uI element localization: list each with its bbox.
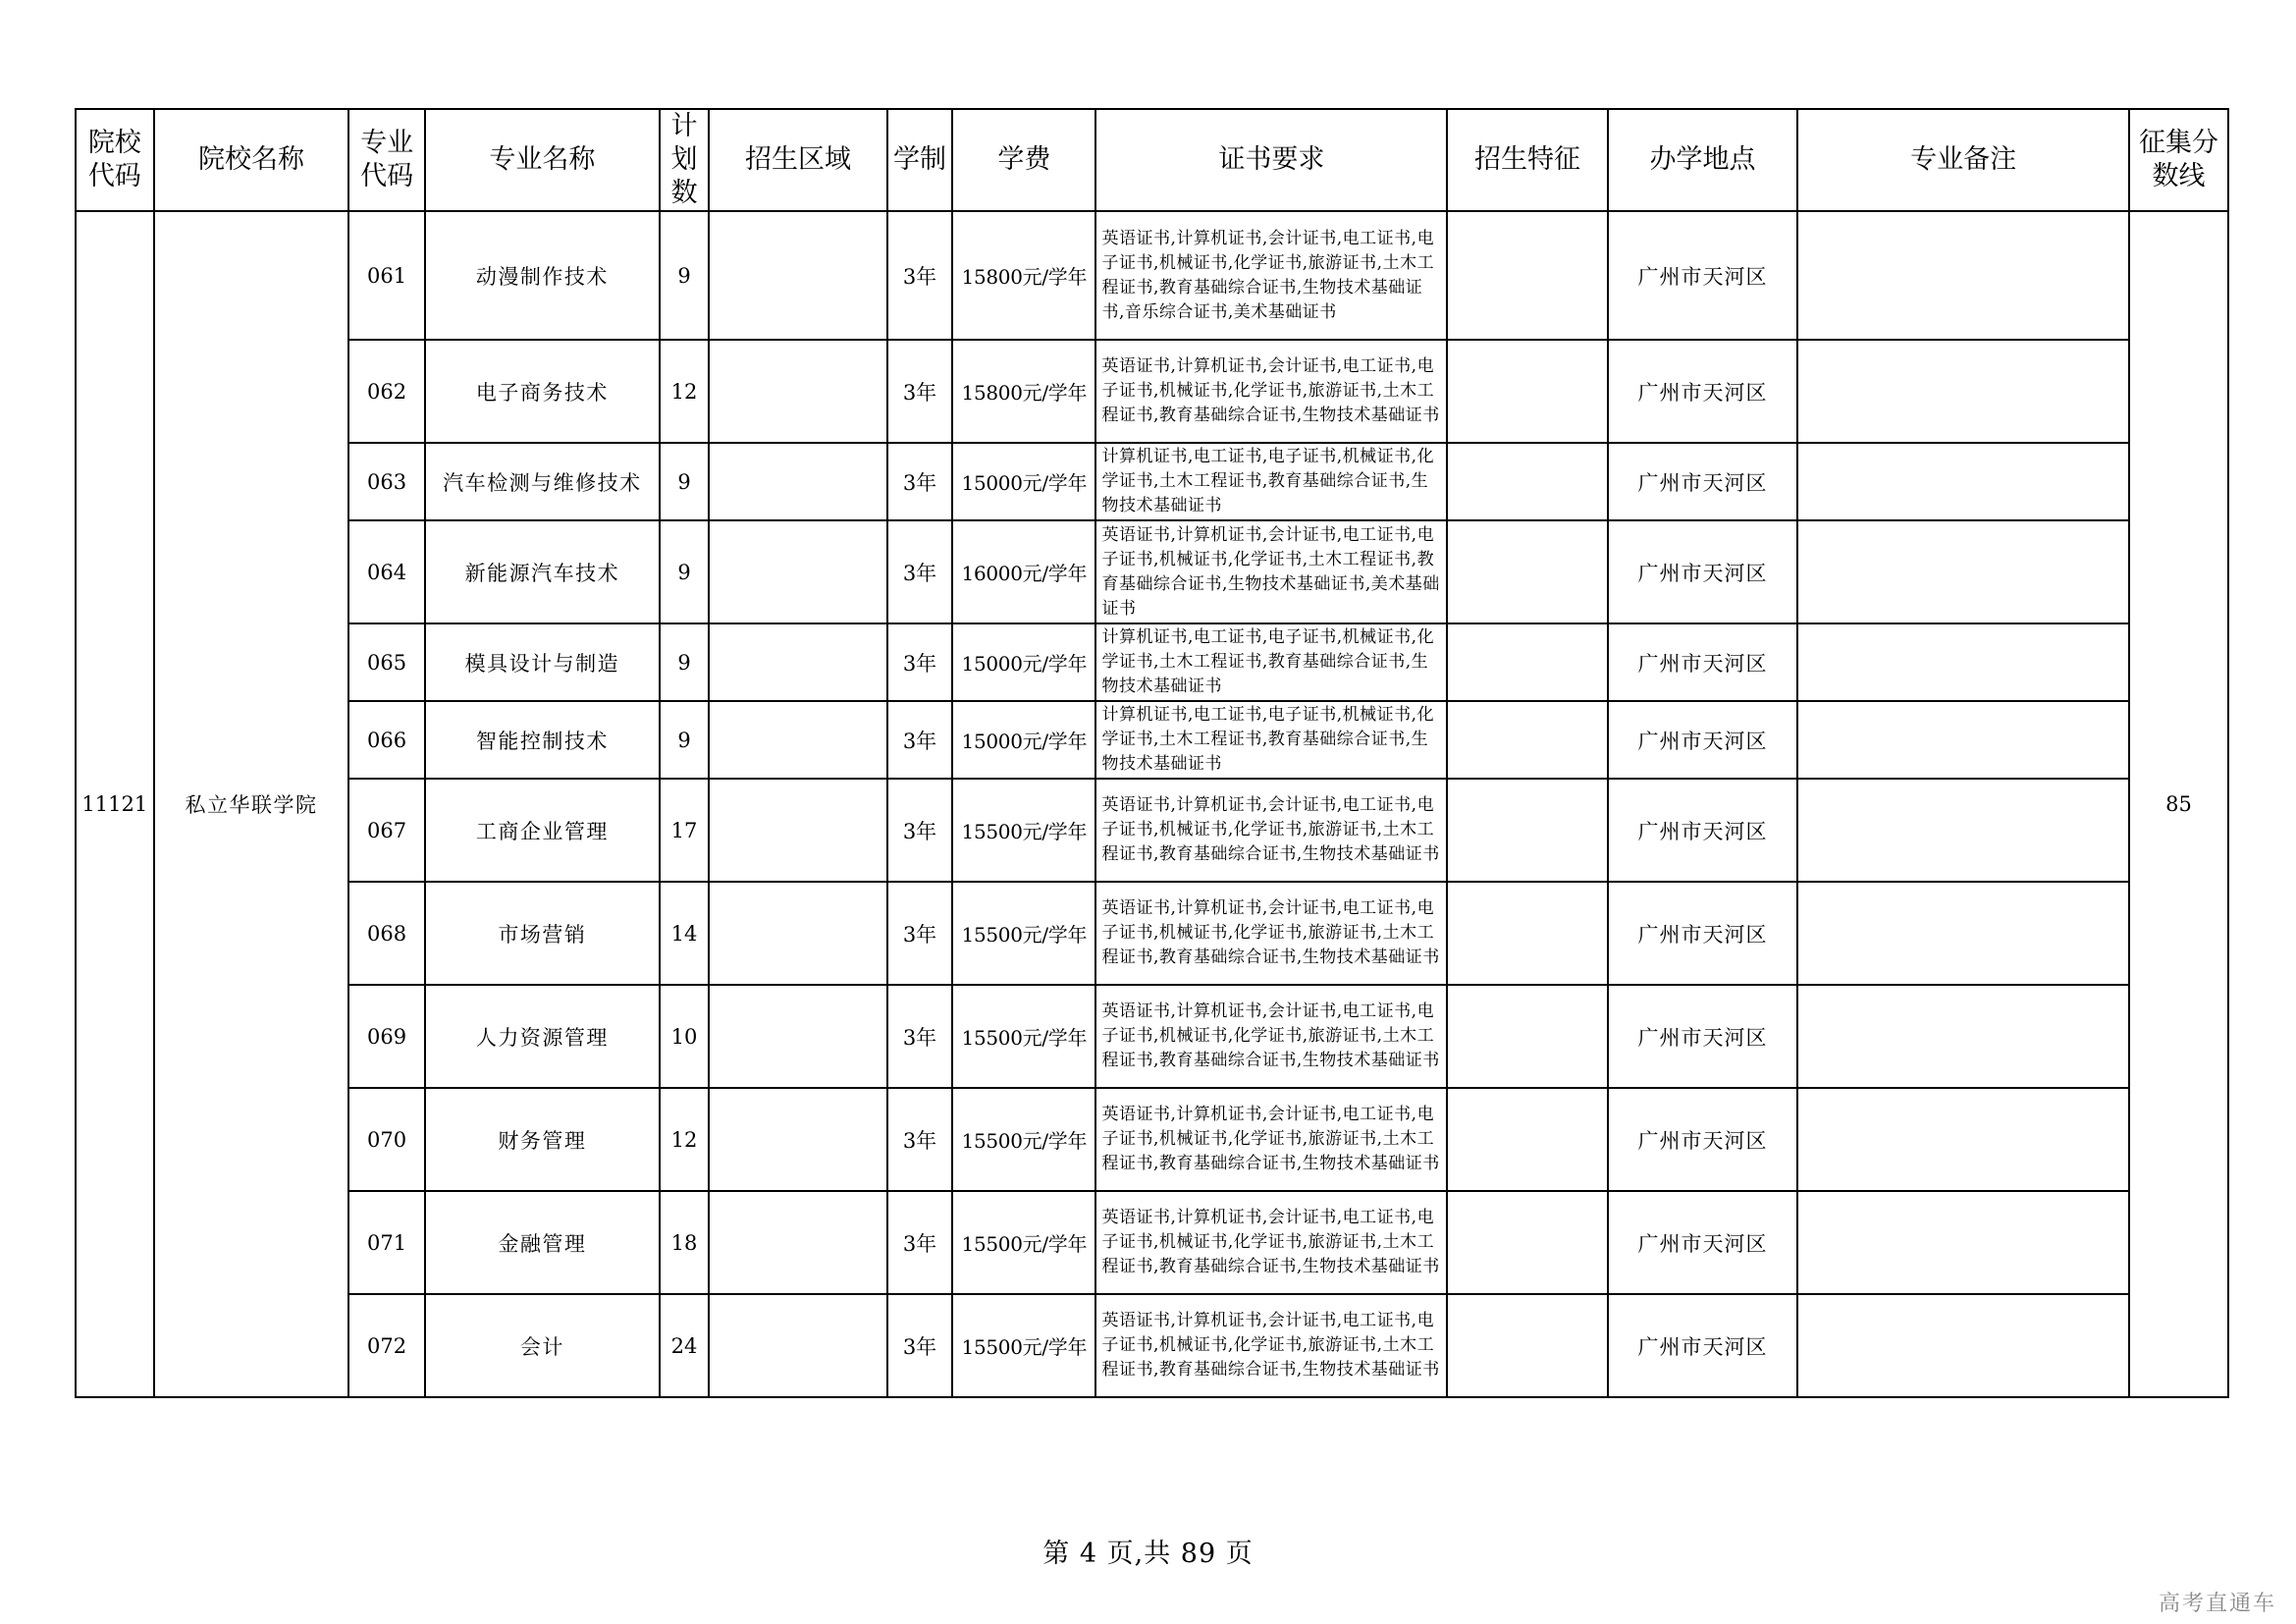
header-region: 招生区域: [709, 109, 886, 211]
features-cell: [1447, 1191, 1607, 1294]
certificates-cell: 计算机证书,电工证书,电子证书,机械证书,化学证书,土木工程证书,教育基础综合证书,生物技术基础证书: [1095, 623, 1447, 701]
table-row: [76, 520, 2228, 623]
location-cell: 广州市天河区: [1608, 340, 1798, 443]
header-notes: 专业备注: [1797, 109, 2129, 211]
major-name-cell: 模具设计与制造: [425, 623, 660, 701]
duration-cell: 3年: [887, 443, 953, 520]
table-row: [76, 211, 2228, 340]
region-cell: [709, 1088, 886, 1191]
plan-count-cell: 9: [660, 701, 709, 779]
notes-cell: [1797, 623, 2129, 701]
header-tuition: 学费: [952, 109, 1095, 211]
notes-cell: [1797, 701, 2129, 779]
major-name-cell: 新能源汽车技术: [425, 520, 660, 623]
tuition-cell: 15000元/学年: [952, 701, 1095, 779]
features-cell: [1447, 1088, 1607, 1191]
notes-cell: [1797, 443, 2129, 520]
certificates-cell: 英语证书,计算机证书,会计证书,电工证书,电子证书,机械证书,化学证书,旅游证书,土木工程证书,教育基础综合证书,生物技术基础证书: [1095, 1088, 1447, 1191]
header-duration: 学制: [887, 109, 953, 211]
tuition-cell: 15800元/学年: [952, 211, 1095, 340]
region-cell: [709, 1191, 886, 1294]
major-name-cell: 电子商务技术: [425, 340, 660, 443]
region-cell: [709, 882, 886, 985]
table-row: [76, 779, 2228, 882]
region-cell: [709, 623, 886, 701]
plan-count-cell: 9: [660, 211, 709, 340]
plan-count-cell: 9: [660, 623, 709, 701]
notes-cell: [1797, 1191, 2129, 1294]
header-features: 招生特征: [1447, 109, 1607, 211]
features-cell: [1447, 779, 1607, 882]
table-row: [76, 340, 2228, 443]
tuition-cell: 15500元/学年: [952, 1294, 1095, 1397]
plan-count-cell: 9: [660, 443, 709, 520]
plan-count-cell: 14: [660, 882, 709, 985]
plan-count-cell: 10: [660, 985, 709, 1088]
duration-cell: 3年: [887, 520, 953, 623]
features-cell: [1447, 985, 1607, 1088]
header-cutoff: 征集分数线: [2129, 109, 2228, 211]
plan-count-cell: 17: [660, 779, 709, 882]
tuition-cell: 15500元/学年: [952, 1191, 1095, 1294]
table-row: [76, 443, 2228, 520]
major-code-cell: 069: [348, 985, 425, 1088]
certificates-cell: 英语证书,计算机证书,会计证书,电工证书,电子证书,机械证书,化学证书,旅游证书,土木工程证书,教育基础综合证书,生物技术基础证书: [1095, 985, 1447, 1088]
duration-cell: 3年: [887, 1191, 953, 1294]
location-cell: 广州市天河区: [1608, 1191, 1798, 1294]
table-row: [76, 1294, 2228, 1397]
notes-cell: [1797, 211, 2129, 340]
notes-cell: [1797, 985, 2129, 1088]
plan-count-cell: 18: [660, 1191, 709, 1294]
location-cell: 广州市天河区: [1608, 623, 1798, 701]
plan-count-cell: 24: [660, 1294, 709, 1397]
tuition-cell: 15500元/学年: [952, 1088, 1095, 1191]
duration-cell: 3年: [887, 779, 953, 882]
region-cell: [709, 1294, 886, 1397]
duration-cell: 3年: [887, 882, 953, 985]
location-cell: 广州市天河区: [1608, 1294, 1798, 1397]
features-cell: [1447, 520, 1607, 623]
tuition-cell: 16000元/学年: [952, 520, 1095, 623]
region-cell: [709, 701, 886, 779]
major-code-cell: 067: [348, 779, 425, 882]
major-code-cell: 061: [348, 211, 425, 340]
major-code-cell: 063: [348, 443, 425, 520]
header-school-code: 院校代码: [76, 109, 154, 211]
duration-cell: 3年: [887, 340, 953, 443]
header-row: [76, 109, 2228, 211]
duration-cell: 3年: [887, 1294, 953, 1397]
notes-cell: [1797, 1294, 2129, 1397]
header-major-code: 专业代码: [348, 109, 425, 211]
region-cell: [709, 211, 886, 340]
header-school-name: 院校名称: [154, 109, 349, 211]
major-code-cell: 068: [348, 882, 425, 985]
table-row: [76, 1191, 2228, 1294]
major-code-cell: 070: [348, 1088, 425, 1191]
major-name-cell: 金融管理: [425, 1191, 660, 1294]
major-name-cell: 财务管理: [425, 1088, 660, 1191]
table-body: [76, 211, 2228, 1397]
features-cell: [1447, 340, 1607, 443]
major-code-cell: 071: [348, 1191, 425, 1294]
location-cell: 广州市天河区: [1608, 443, 1798, 520]
table-row: [76, 701, 2228, 779]
notes-cell: [1797, 882, 2129, 985]
major-name-cell: 会计: [425, 1294, 660, 1397]
certificates-cell: 英语证书,计算机证书,会计证书,电工证书,电子证书,机械证书,化学证书,土木工程证书,教育基础综合证书,生物技术基础证书,美术基础证书: [1095, 520, 1447, 623]
certificates-cell: 英语证书,计算机证书,会计证书,电工证书,电子证书,机械证书,化学证书,旅游证书,土木工程证书,教育基础综合证书,生物技术基础证书: [1095, 1191, 1447, 1294]
location-cell: 广州市天河区: [1608, 520, 1798, 623]
region-cell: [709, 340, 886, 443]
plan-count-cell: 12: [660, 340, 709, 443]
notes-cell: [1797, 1088, 2129, 1191]
major-name-cell: 市场营销: [425, 882, 660, 985]
certificates-cell: 计算机证书,电工证书,电子证书,机械证书,化学证书,土木工程证书,教育基础综合证书,生物技术基础证书: [1095, 443, 1447, 520]
tuition-cell: 15500元/学年: [952, 779, 1095, 882]
certificates-cell: 英语证书,计算机证书,会计证书,电工证书,电子证书,机械证书,化学证书,旅游证书,土木工程证书,教育基础综合证书,生物技术基础证书,音乐综合证书,美术基础证书: [1095, 211, 1447, 340]
region-cell: [709, 985, 886, 1088]
school-code-cell: 11121: [76, 211, 154, 1397]
major-code-cell: 072: [348, 1294, 425, 1397]
admissions-table: [75, 108, 2229, 1398]
location-cell: 广州市天河区: [1608, 701, 1798, 779]
major-name-cell: 汽车检测与维修技术: [425, 443, 660, 520]
table-row: [76, 623, 2228, 701]
features-cell: [1447, 211, 1607, 340]
major-code-cell: 064: [348, 520, 425, 623]
location-cell: 广州市天河区: [1608, 211, 1798, 340]
duration-cell: 3年: [887, 985, 953, 1088]
table-row: [76, 1088, 2228, 1191]
header-major-name: 专业名称: [425, 109, 660, 211]
tuition-cell: 15800元/学年: [952, 340, 1095, 443]
region-cell: [709, 443, 886, 520]
major-name-cell: 智能控制技术: [425, 701, 660, 779]
duration-cell: 3年: [887, 1088, 953, 1191]
table-row: [76, 882, 2228, 985]
duration-cell: 3年: [887, 623, 953, 701]
tuition-cell: 15000元/学年: [952, 443, 1095, 520]
major-name-cell: 人力资源管理: [425, 985, 660, 1088]
cutoff-score-cell: 85: [2129, 211, 2228, 1397]
header-certificates: 证书要求: [1095, 109, 1447, 211]
notes-cell: [1797, 779, 2129, 882]
location-cell: 广州市天河区: [1608, 882, 1798, 985]
notes-cell: [1797, 520, 2129, 623]
region-cell: [709, 520, 886, 623]
location-cell: 广州市天河区: [1608, 1088, 1798, 1191]
major-code-cell: 062: [348, 340, 425, 443]
location-cell: 广州市天河区: [1608, 985, 1798, 1088]
certificates-cell: 计算机证书,电工证书,电子证书,机械证书,化学证书,土木工程证书,教育基础综合证书,生物技术基础证书: [1095, 701, 1447, 779]
major-code-cell: 065: [348, 623, 425, 701]
certificates-cell: 英语证书,计算机证书,会计证书,电工证书,电子证书,机械证书,化学证书,旅游证书,土木工程证书,教育基础综合证书,生物技术基础证书: [1095, 779, 1447, 882]
tuition-cell: 15000元/学年: [952, 623, 1095, 701]
tuition-cell: 15500元/学年: [952, 882, 1095, 985]
duration-cell: 3年: [887, 211, 953, 340]
features-cell: [1447, 882, 1607, 985]
features-cell: [1447, 701, 1607, 779]
region-cell: [709, 779, 886, 882]
plan-count-cell: 12: [660, 1088, 709, 1191]
certificates-cell: 英语证书,计算机证书,会计证书,电工证书,电子证书,机械证书,化学证书,旅游证书,土木工程证书,教育基础综合证书,生物技术基础证书: [1095, 1294, 1447, 1397]
notes-cell: [1797, 340, 2129, 443]
watermark: 高考直通车: [2158, 1592, 2276, 1616]
location-cell: 广州市天河区: [1608, 779, 1798, 882]
header-plan-count: 计划数: [660, 109, 709, 211]
duration-cell: 3年: [887, 701, 953, 779]
page-footer: 第 4 页,共 89 页: [1042, 1539, 1254, 1569]
certificates-cell: 英语证书,计算机证书,会计证书,电工证书,电子证书,机械证书,化学证书,旅游证书,土木工程证书,教育基础综合证书,生物技术基础证书: [1095, 340, 1447, 443]
certificates-cell: 英语证书,计算机证书,会计证书,电工证书,电子证书,机械证书,化学证书,旅游证书,土木工程证书,教育基础综合证书,生物技术基础证书: [1095, 882, 1447, 985]
features-cell: [1447, 1294, 1607, 1397]
major-name-cell: 动漫制作技术: [425, 211, 660, 340]
header-location: 办学地点: [1608, 109, 1798, 211]
features-cell: [1447, 623, 1607, 701]
table-row: [76, 985, 2228, 1088]
school-name-cell: 私立华联学院: [154, 211, 349, 1397]
major-code-cell: 066: [348, 701, 425, 779]
tuition-cell: 15500元/学年: [952, 985, 1095, 1088]
features-cell: [1447, 443, 1607, 520]
major-name-cell: 工商企业管理: [425, 779, 660, 882]
plan-count-cell: 9: [660, 520, 709, 623]
